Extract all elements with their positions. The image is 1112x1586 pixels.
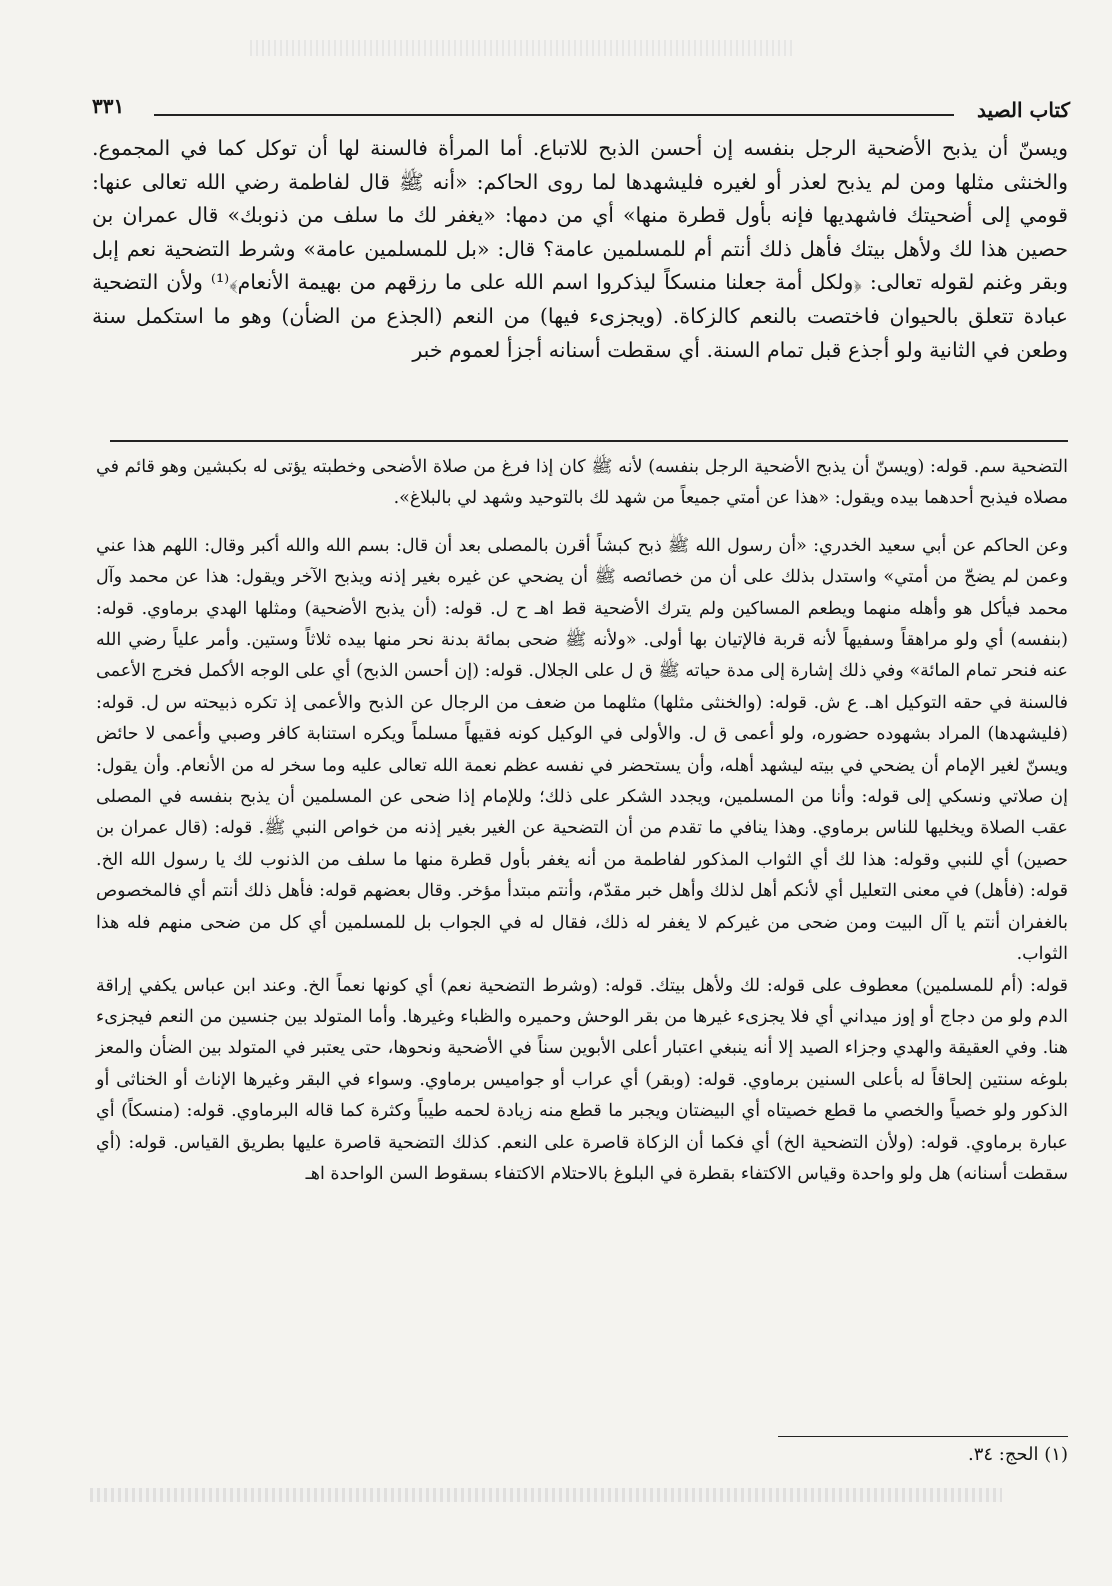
scan-artifact-top	[250, 40, 792, 56]
footnote-rule	[778, 1436, 1068, 1437]
commentary-paragraph-1: التضحية سم. قوله: (ويسنّ أن يذبح الأضحية الرجل بنفسه) لأنه ﷺ كان إذا فرغ من صلاة الأضحى وخطبته يؤتى له بكبشين وهو قائم في مصلاه فيذبح أحدهما بيده ويقول: «هذا عن أمتي جميعاً من شهد لك بالتوحيد وشهد لي بالبلاغ».	[96, 457, 1068, 509]
footnote: (١) الحج: ٣٤.	[967, 1444, 1068, 1465]
main-paragraph: ويسنّ أن يذبح الأضحية الرجل بنفسه إن أحسن الذبح للاتباع. أما المرأة فالسنة لها أن توكل كما في المجموع. والخنثى مثلها ومن لم يذبح لعذر أو لغيره فليشهدها لما روى الحاكم: «أنه ﷺ قال لفاطمة رضي الله تعالى عنها: قومي إلى أضحيتك فاشهديها فإنه بأول قطرة منها» أي من دمها: «يغفر لك ما سلف من ذنوبك» قال عمران بن حصين هذا لك ولأهل بيتك فأهل ذلك أنتم أم للمسلمين عامة؟ قال: «بل للمسلمين عامة» وشرط التضحية نعم إبل وبقر وغنم لقوله تعالى: ﴿ولكل أمة جعلنا منسكاً ليذكروا اسم الله على ما رزقهم من بهيمة الأنعام﴾⁽¹⁾ ولأن التضحية عبادة تتعلق بالحيوان فاختصت بالنعم كالزكاة. (ويجزىء فيها) من النعم (الجذع من الضأن) وهو ما استكمل سنة وطعن في الثانية ولو أجذع قبل تمام السنة. أي سقطت أسنانه أجزأ لعموم خبر	[92, 136, 1069, 362]
commentary-paragraph-2: وعن الحاكم عن أبي سعيد الخدري: «أن رسول الله ﷺ ذبح كبشاً أقرن بالمصلى بعد أن قال: بسم الله والله أكبر وقال: اللهم هذا عني وعمن لم يضحّ من أمتي» واستدل بذلك على أن من خصائصه ﷺ أن يضحي عن غيره بغير إذنه ويذبح الآخر ويقول: هذا عن محمد وآل محمد فيأكل هو وأهله منهما ويطعم المساكين ولم يترك الأضحية قط اهـ ح ل. قوله: (أن يذبح الأضحية) ومثلها الهدي برماوي. قوله: (بنفسه) أي ولو مراهقاً وسفيهاً لأنه قربة فالإتيان بها أولى. «ولأنه ﷺ ضحى بمائة بدنة نحر منها بيده ثلاثاً وستين. وأمر علياً رضي الله عنه فنحر تمام المائة» وفي ذلك إشارة إلى مدة حياته ﷺ ق ل على الجلال. قوله: (إن أحسن الذبح) أي على الوجه الأكمل فخرج الأعمى فالسنة في حقه التوكيل اهـ. ع ش. قوله: (والخنثى مثلها) مثلهما من ضعف من الرجال عن الذبح والأعمى إذ تكره ذبيحته س ل. قوله: (فليشهدها) المراد بشهوده حضوره، ولو أعمى ق ل. والأولى في الوكيل كونه فقيهاً مسلماً ويكره استنابة كافر وصبي وأعمى لا حائض ويسنّ لغير الإمام أن يضحي في بيته ليشهد أهله، وأن يستحضر في نفسه عظم نعمة الله تعالى عليه وما سخر له من الأنعام. وأن يقول: إن صلاتي ونسكي إلى قوله: وأنا من المسلمين، ويجدد الشكر على ذلك؛ وللإمام إذا ضحى عن المسلمين أن يذبح بنفسه في المصلى عقب الصلاة ويخليها للناس برماوي. وهذا ينافي ما تقدم من أن التضحية عن الغير بغير إذنه من خواص النبي ﷺ. قوله: (قال عمران بن حصين) أي للنبي وقوله: هذا لك أي الثواب المذكور لفاطمة من أنه يغفر بأول قطرة منها ما سلف من الذنوب لك يا رسول الله الخ. قوله: (فأهل) في معنى التعليل أي لأنكم أهل لذلك وأهل خبر مقدّم، وأنتم مبتدأ مؤخر. وقال بعضهم قوله: فأهل ذلك أنتم أي فالمخصوص بالغفران أنتم يا آل البيت ومن ضحى من غيركم لا يغفر له ذلك، فقال له في الجواب بل للمسلمين أي كل من ضحى منهم فله هذا الثواب.	[96, 535, 1068, 965]
book-title: كتاب الصيد	[977, 98, 1070, 122]
commentary-paragraph-3: قوله: (أم للمسلمين) معطوف على قوله: لك ولأهل بيتك. قوله: (وشرط التضحية نعم) أي كونها نعماً الخ. وعند ابن عباس يكفي إراقة الدم ولو من دجاج أو إوز ميداني أي فلا يجزىء غيرها من بقر الوحش وحميره والظباء وغيرها. وأما المتولد بين جنسين من النعم فيجزىء هنا. وفي العقيقة والهدي وجزاء الصيد إلا أنه ينبغي اعتبار أعلى الأبوين سناً في الأضحية ونحوها، حتى يعتبر في المتولد بين الضأن والمعز بلوغه سنتين إلحاقاً له بأعلى السنين برماوي. قوله: (وبقر) أي عراب أو جواميس برماوي. وسواء في البقر وغيرها الإناث أو الخناثى أو الذكور ولو خصياً والخصي ما قطع خصيتاه أي البيضتان ويجبر ما قطع منه زيادة لحمه طيباً وكثرة كما قاله البرماوي. قوله: (منسكاً) أي عبارة برماوي. قوله: (ولأن التضحية الخ) أي فكما أن الزكاة قاصرة على النعم. كذلك التضحية قاصرة عليها بطريق القياس. قوله: (أي سقطت أسنانه) هل ولو واحدة وقياس الاكتفاء بقطرة في البلوغ بالاحتلام الاكتفاء بسقوط السن الواحدة اهـ	[96, 975, 1068, 1184]
page-number: ٣٣١	[92, 94, 125, 118]
scan-artifact-bottom	[90, 1488, 1002, 1502]
commentary-separator	[110, 440, 1068, 442]
commentary-text	[96, 452, 1068, 1190]
header-rule	[154, 114, 954, 116]
main-text	[92, 132, 1068, 367]
page-header	[92, 94, 1070, 124]
